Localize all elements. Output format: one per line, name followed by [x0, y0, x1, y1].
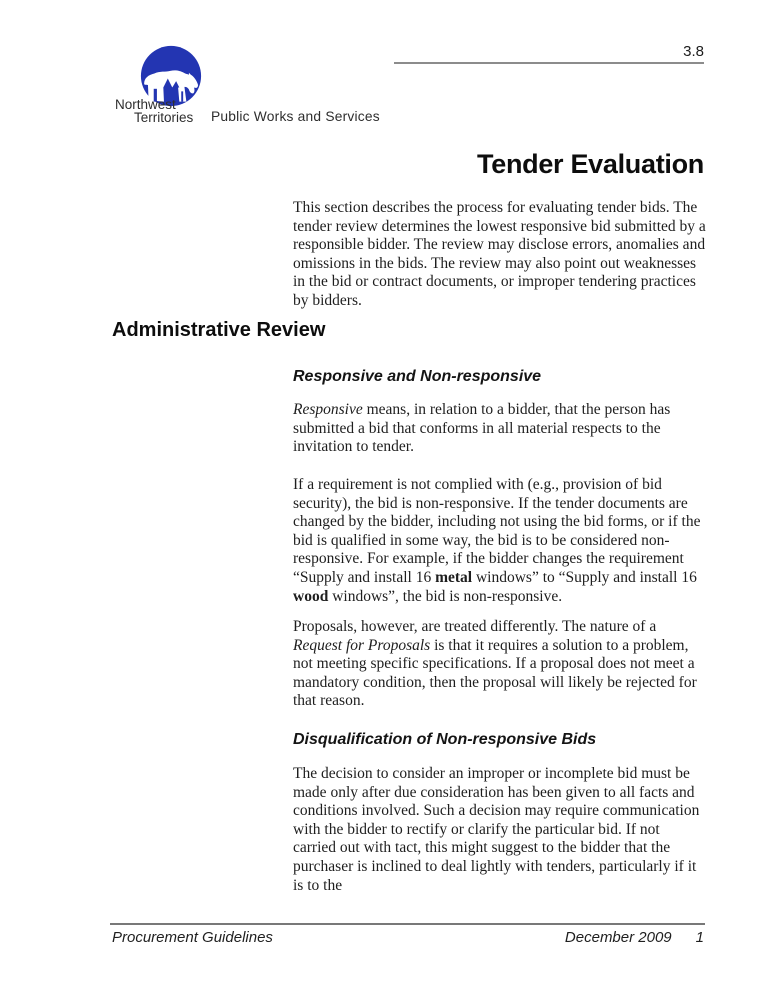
logo-org-name-line2: Territories: [134, 110, 194, 125]
page-title: Tender Evaluation: [477, 149, 704, 179]
subsection-heading-disqualification: Disqualification of Non-responsive Bids: [293, 731, 597, 748]
footer-right-group: [565, 929, 704, 946]
body-paragraph: If a requirement is not complied with (e.g., provision of bid security), the bid is non-responsive. If the tender documents are changed by the bidder, including not using the bid forms, or if the bid is qualified in some way, the bid is to be considered non-responsive. For example, if the bidder changes the requirement “Supply and install 16 metal windows” to “Supply and install 16 wood windows”, the bid is non-responsive.: [293, 476, 701, 605]
subsection-heading-responsive: Responsive and Non-responsive: [293, 368, 542, 385]
logo-org-name-line1: Northwest: [115, 97, 176, 112]
header-divider: [394, 62, 704, 64]
section-heading: Administrative Review: [112, 319, 326, 341]
intro-paragraph: This section describes the process for evaluating tender bids. The tender review determines the lowest responsive bid submitted by a responsible bidder. The review may disclose errors, anomalies and omissions in the bids. The review may also point out weaknesses in the bid or contract documents, or improper tendering practices by bidders.: [293, 199, 706, 309]
section-number: 3.8: [683, 43, 704, 60]
footer-document-title: Procurement Guidelines: [112, 929, 273, 946]
footer-divider: [110, 923, 705, 925]
body-paragraph: The decision to consider an improper or incomplete bid must be made only after due consideration has been given to all facts and conditions involved. Such a decision may require communication with the bidder to rectify or clarify the particular bid. If not carried out with tact, this might suggest to the bidder that the purchaser is inclined to deal lightly with tenders, particularly if it is to the: [293, 765, 700, 894]
footer-date: December 2009: [564, 929, 672, 946]
body-paragraph: Responsive means, in relation to a bidder, that the person has submitted a bid that conforms in all material respects to the invitation to tender.: [293, 401, 671, 456]
logo-department-name: Public Works and Services: [211, 109, 380, 124]
body-paragraph: Proposals, however, are treated differently. The nature of a Request for Proposals is that it requires a solution to a problem, not meeting specific specifications. If a proposal does not meet a mandatory condition, then the proposal will likely be rejected for that reason.: [293, 618, 697, 710]
footer-page-number: 1: [695, 929, 704, 946]
